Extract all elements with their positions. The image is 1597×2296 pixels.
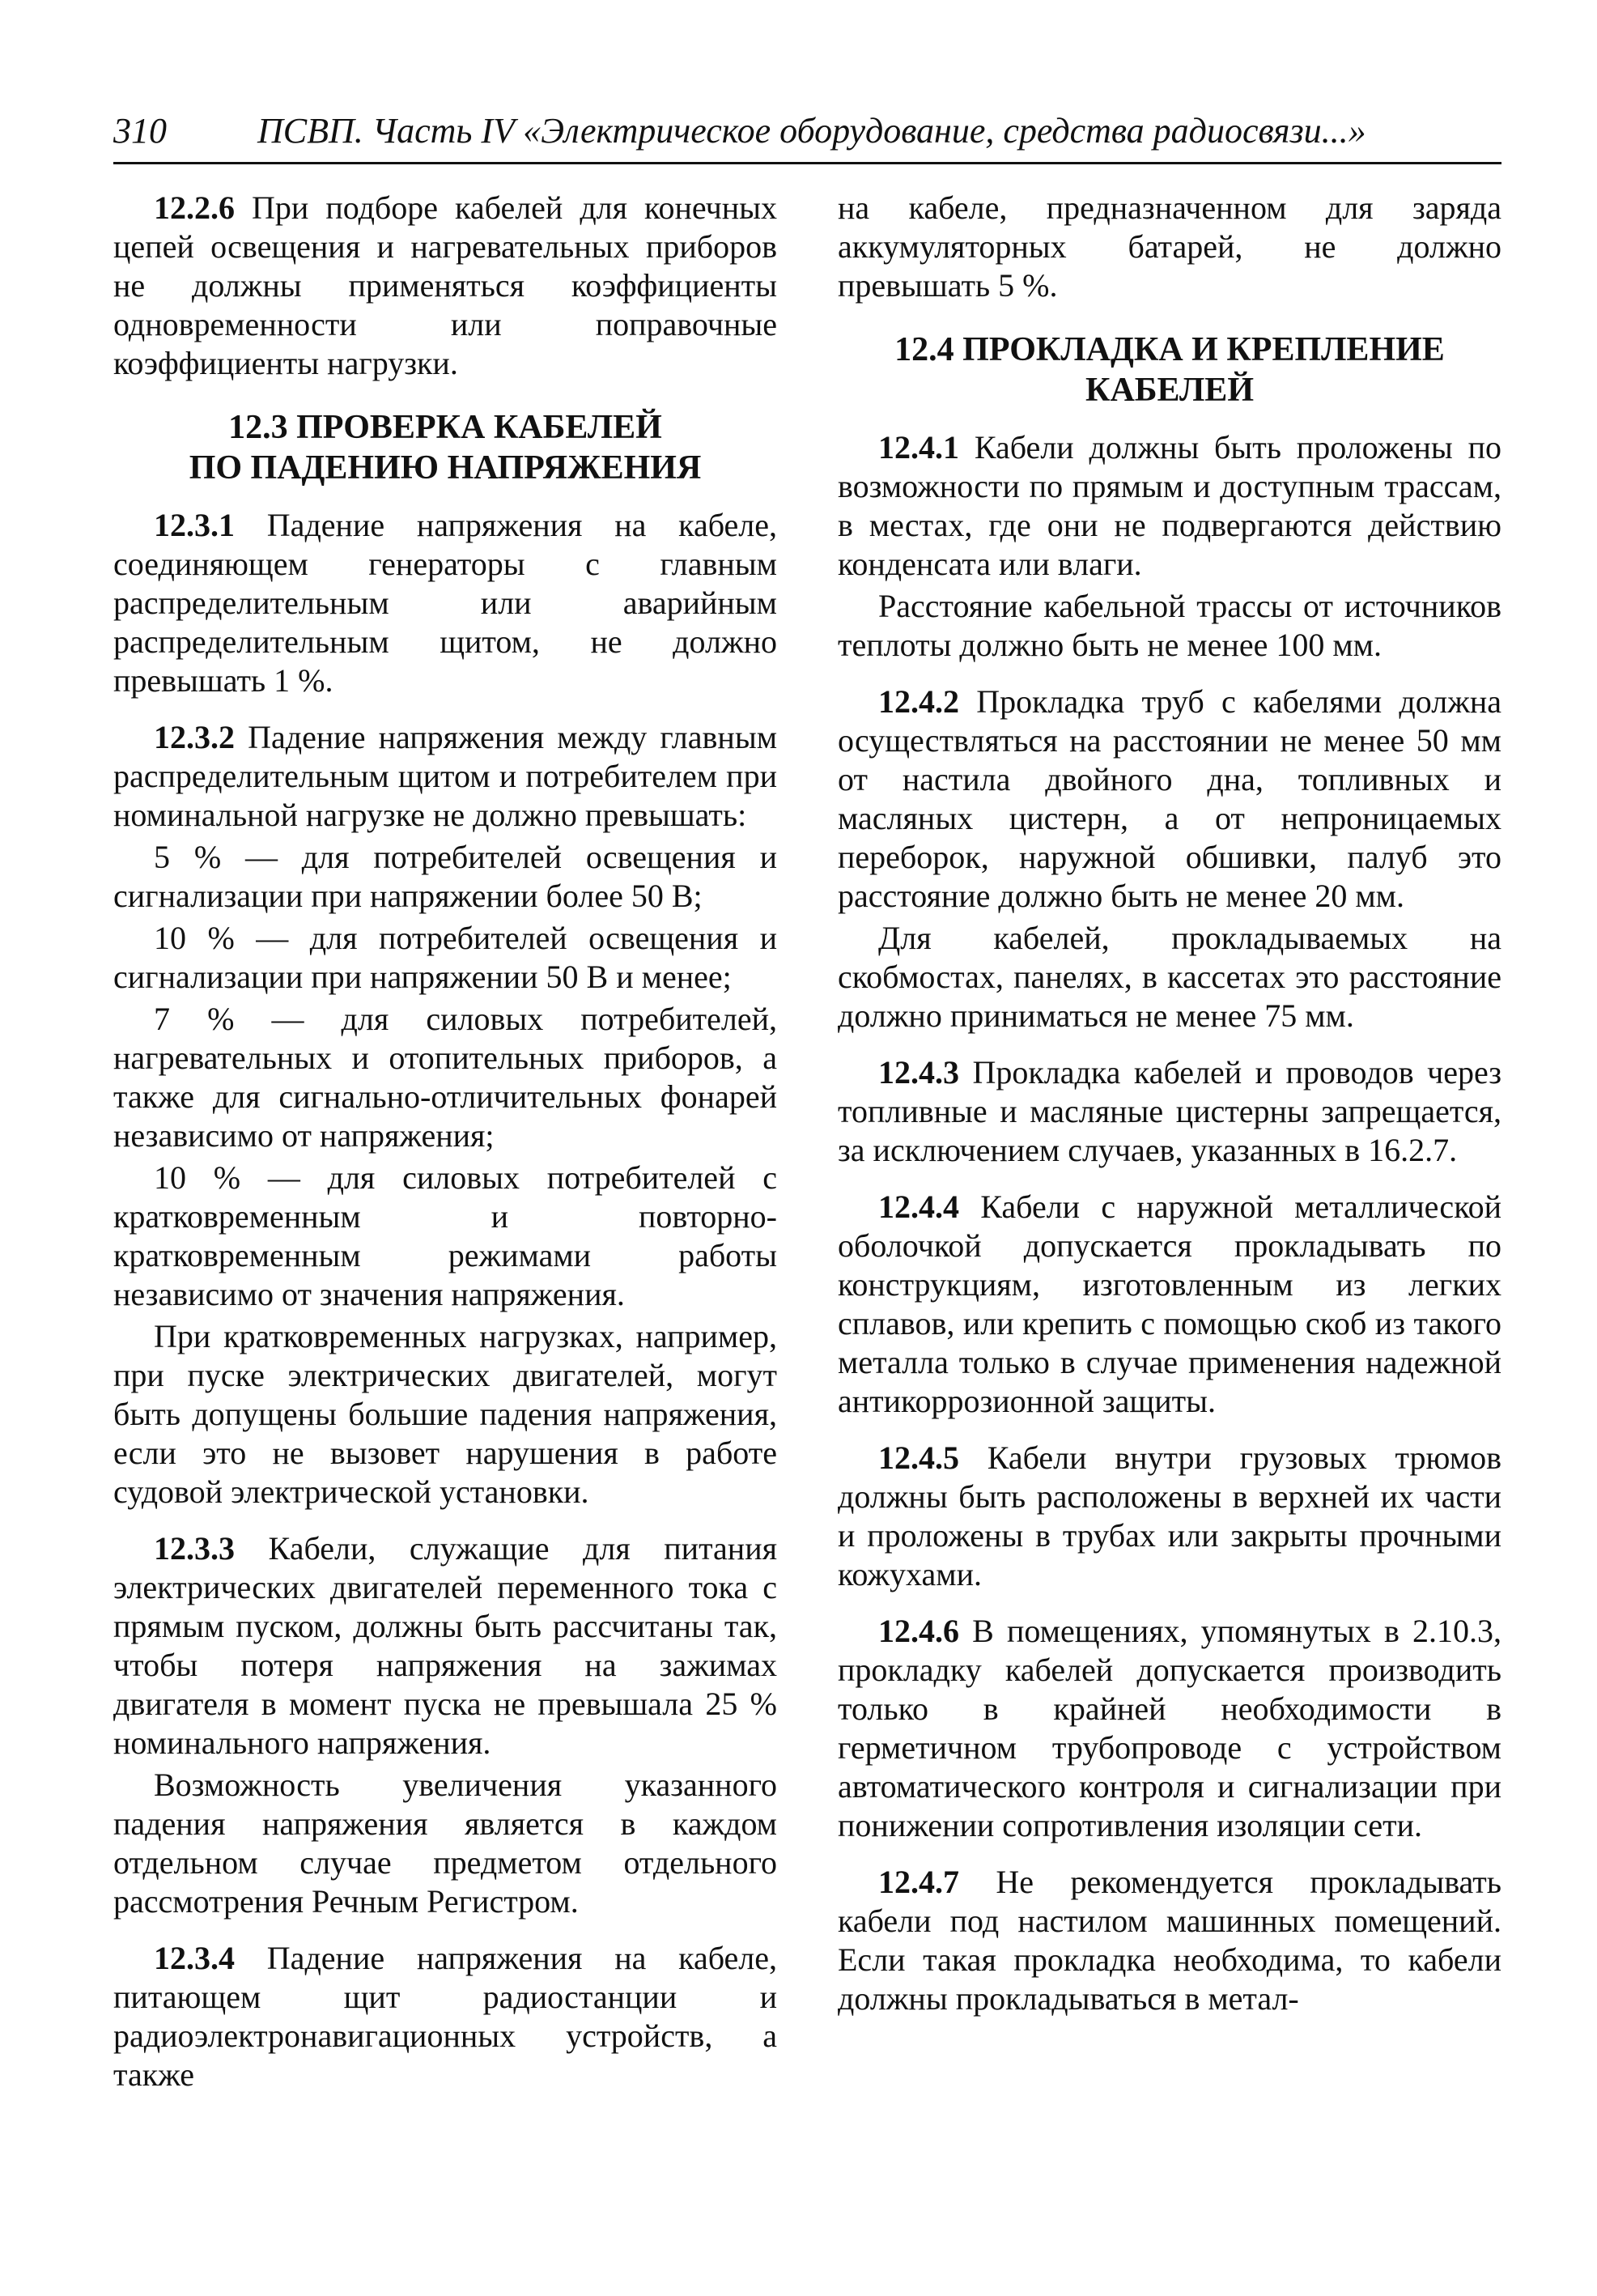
section-heading-12-3 <box>113 407 777 488</box>
paragraph-12-2-6 <box>113 189 777 383</box>
list-item: 10 % — для потребителей освещения и сигнализации при напряжении 50 В и менее; <box>113 920 777 995</box>
clause-number: 12.3.1 <box>154 507 235 543</box>
paragraph-continuation: на кабеле, предназначенном для заряда аккумуляторных батарей, не должно превышать 5 %. <box>838 189 1501 304</box>
paragraph-12-3-4 <box>113 1939 777 2094</box>
clause-text: При подборе кабелей для конечных цепей освещения и нагревательных приборов не должны применяться коэффициенты одновременности или поправочные коэффициенты нагрузки. <box>113 189 778 381</box>
paragraph-12-4-6 <box>838 1612 1501 1845</box>
heading-line: 12.3 ПРОВЕРКА КАБЕЛЕЙ <box>228 409 662 446</box>
paragraph-12-4-1 <box>838 428 1501 584</box>
clause-number: 12.3.4 <box>154 1940 235 1976</box>
paragraph-12-3-3 <box>113 1529 777 1762</box>
clause-text: Кабели с наружной металлической оболочкой допускается прокладывать по конструкциям, изготовленным из легких сплавов, или крепить с помощью скоб из такого металла только в случае применения надежной антикоррозионной защиты. <box>838 1188 1501 1419</box>
running-title: ПСВП. Часть IV «Электрическое оборудование, средства радиосвязи...» <box>257 111 1366 151</box>
paragraph-12-4-3 <box>838 1053 1501 1170</box>
paragraph-short-loads: При кратковременных нагрузках, например, при пуске электрических двигателей, могут быть допущены большие падения напряжения, если это не вызовет нарушения в работе судовой электрической установки. <box>113 1318 777 1510</box>
clause-number: 12.4.7 <box>878 1864 959 1900</box>
clause-text: Падение напряжения между главным распределительным щитом и потребителем при номинальной нагрузке не должно превышать: <box>113 719 777 833</box>
heading-line: 12.4 ПРОКЛАДКА И КРЕПЛЕНИЕ <box>894 331 1445 368</box>
clause-text: Падение напряжения на кабеле, соединяющем генераторы с главным распределительным или аварийным распределительным щитом, не должно превышать 1 %. <box>113 507 778 699</box>
two-column-body <box>113 189 1501 2112</box>
clause-number: 12.4.3 <box>878 1054 959 1091</box>
heading-line: ПО ПАДЕНИЮ НАПРЯЖЕНИЯ <box>189 449 702 487</box>
paragraph-12-4-4 <box>838 1188 1501 1421</box>
page-header <box>113 113 1501 164</box>
paragraph-12-4-5 <box>838 1439 1501 1594</box>
list-item: 5 % — для потребителей освещения и сигнализации при напряжении более 50 В; <box>113 839 777 914</box>
clause-text: Кабели внутри грузовых трюмов должны быть расположены в верхней их части и проложены в трубах или закрыты прочными кожухами. <box>838 1439 1501 1592</box>
clause-text: Кабели должны быть проложены по возможности по прямым и доступным трассам, в местах, где они не подвергаются действию конденсата или влаги. <box>838 429 1502 582</box>
document-page <box>113 113 1501 2112</box>
left-column <box>113 189 777 2112</box>
clause-text: Прокладка труб с кабелями должна осуществляться на расстоянии не менее 50 мм от настила двойного дна, топливных и масляных цистерн, а от непроницаемых переборок, наружной обшивки, палуб это расстояние должно быть не менее 20 мм. <box>838 683 1502 914</box>
clause-number: 12.3.2 <box>154 719 235 755</box>
paragraph-12-4-7 <box>838 1863 1501 2018</box>
paragraph-12-3-1 <box>113 506 777 700</box>
clause-text: Прокладка кабелей и проводов через топливные и масляные цистерны запрещается, за исключением случаев, указанных в 16.2.7. <box>838 1054 1501 1168</box>
right-column <box>838 189 1501 2112</box>
clause-number: 12.4.5 <box>878 1439 959 1476</box>
clause-text: В помещениях, упомянутых в 2.10.3, прокладку кабелей допускается производить только в крайней необходимости в герметичном трубопроводе с устройством автоматического контроля и сигнализации при понижении сопротивления изоляции сети. <box>838 1613 1501 1843</box>
paragraph-possibility: Возможность увеличения указанного падения напряжения является в каждом отдельном случае предметом отдельного рассмотрения Речным Регистром. <box>113 1767 777 1920</box>
clause-text: Падение напряжения на кабеле, питающем щит радиостанции и радиоэлектронавигационных устройств, а также <box>113 1940 778 2093</box>
list-item: 7 % — для силовых потребителей, нагревательных и отопительных приборов, а также для сигнально-отличительных фонарей независимо от напряжения; <box>113 1001 777 1154</box>
paragraph-12-4-2 <box>838 682 1501 916</box>
clause-number: 12.4.2 <box>878 683 959 720</box>
clause-number: 12.4.4 <box>878 1188 959 1225</box>
clause-number: 12.2.6 <box>154 189 235 226</box>
paragraph-brackets: Для кабелей, прокладываемых на скобмостах, панелях, в кассетах это расстояние должно приниматься не менее 75 мм. <box>838 920 1501 1034</box>
clause-number: 12.4.6 <box>878 1613 959 1649</box>
paragraph-12-3-2 <box>113 718 777 835</box>
clause-text: Кабели, служащие для питания электрических двигателей переменного тока с прямым пуском, должны быть рассчитаны так, чтобы потеря напряжения на зажимах двигателя в момент пуска не превышала 25 % номинального напряжения. <box>113 1530 777 1761</box>
section-heading-12-4 <box>838 330 1501 410</box>
clause-text: Не рекомендуется прокладывать кабели под настилом машинных помещений. Если такая прокладка необходима, то кабели должны прокладываться в метал- <box>838 1864 1501 2017</box>
paragraph-distance: Расстояние кабельной трассы от источников теплоты должно быть не менее 100 мм. <box>838 588 1501 663</box>
list-item: 10 % — для силовых потребителей с кратковременным и повторно-кратковременным режимами работы независимо от значения напряжения. <box>113 1159 777 1312</box>
clause-number: 12.3.3 <box>154 1530 235 1567</box>
heading-line: КАБЕЛЕЙ <box>1085 372 1254 409</box>
clause-number: 12.4.1 <box>878 429 959 466</box>
page-number: 310 <box>113 111 167 151</box>
